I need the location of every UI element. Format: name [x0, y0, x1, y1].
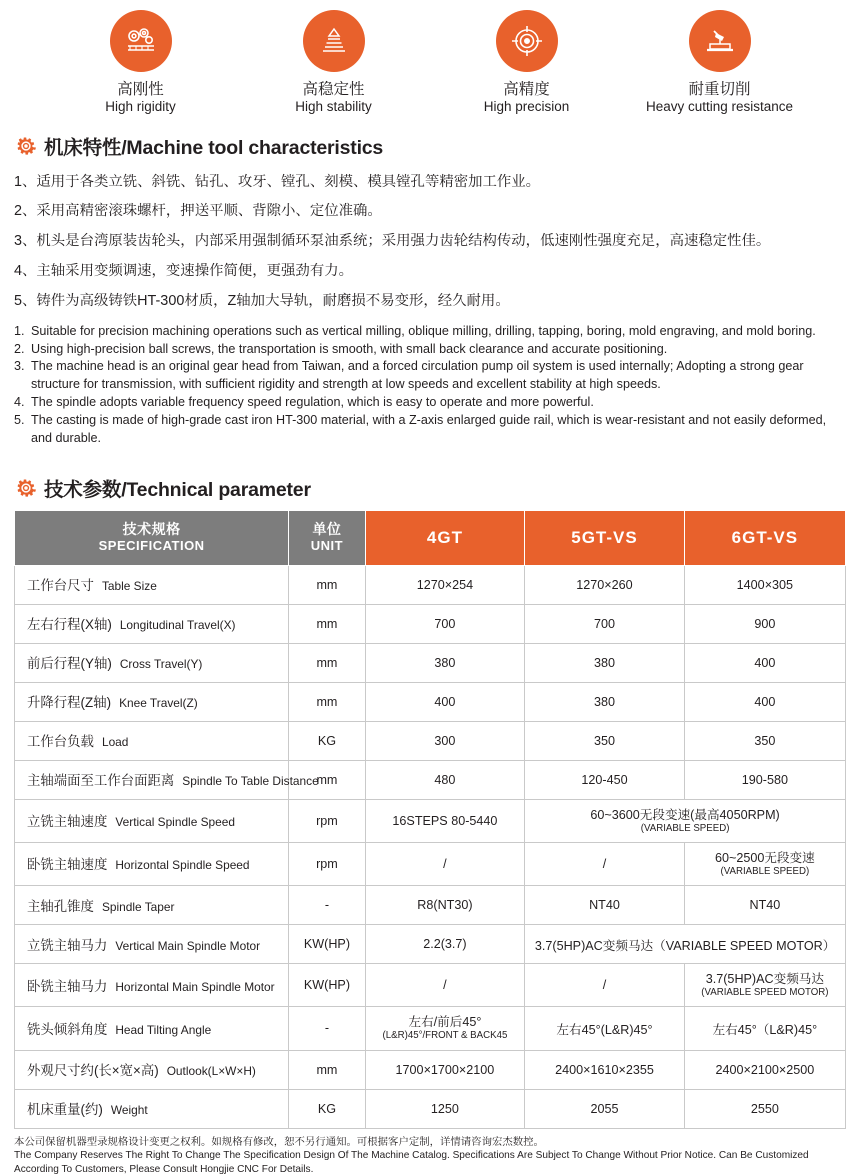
row-label [15, 964, 289, 1007]
row-value [684, 964, 845, 1007]
row-label-en: Cross Travel(Y) [119, 657, 203, 671]
row-label [15, 1050, 289, 1089]
row-value: 380 [525, 682, 685, 721]
section-title-text: 机床特性/Machine tool characteristics [44, 136, 384, 159]
row-value: 1250 [365, 1089, 525, 1128]
list-item [14, 341, 846, 359]
list-item-number: 5. [14, 413, 25, 427]
row-unit: mm [289, 565, 365, 604]
value-sub: (VARIABLE SPEED MOTOR) [701, 987, 829, 999]
row-unit: rpm [289, 842, 365, 885]
column-header-model-2 [525, 510, 685, 565]
list-item [14, 358, 846, 394]
table-row [15, 799, 846, 842]
feature-item-stability [249, 10, 419, 116]
row-label-en: Load [101, 735, 129, 749]
list-item [14, 394, 846, 412]
row-label-cn: 铣头倾斜角度 [27, 1021, 108, 1037]
gear-icon [16, 136, 36, 156]
row-value: R8(NT30) [365, 886, 525, 925]
row-value: 300 [365, 721, 525, 760]
row-value: 380 [365, 643, 525, 682]
row-label-cn: 卧铣主轴速度 [27, 857, 108, 873]
row-label-en: Outlook(L×W×H) [166, 1064, 256, 1079]
row-label [15, 565, 289, 604]
row-value: 左右45°(L&R)45° [525, 1007, 685, 1050]
row-value: 左右45°（L&R)45° [684, 1007, 845, 1050]
row-unit: KG [289, 1089, 365, 1128]
row-value: 2400×1610×2355 [525, 1050, 685, 1089]
column-header-specification [15, 510, 289, 565]
row-label-en: Vertical Spindle Speed [115, 815, 235, 830]
spec-header-en: SPECIFICATION [98, 538, 205, 554]
model-name: 5GT-VS [571, 527, 638, 547]
list-item-number: 1. [14, 323, 25, 338]
row-label-cn: 主轴端面至工作台面距离 [27, 773, 175, 788]
row-label-cn: 工作台负载 [27, 734, 94, 749]
model-name: 6GT-VS [731, 527, 799, 547]
feature-item-heavy-cutting [635, 10, 805, 116]
row-label [15, 643, 289, 682]
row-value: 1270×254 [365, 565, 525, 604]
feature-highlights [14, 0, 846, 120]
value-main: 60~3600无段变速(最高4050RPM) [590, 807, 780, 822]
feature-label-en: Heavy cutting resistance [645, 99, 794, 115]
table-row [15, 565, 846, 604]
row-value: 2.2(3.7) [365, 925, 525, 964]
row-value: 400 [684, 643, 845, 682]
value-sub: (VARIABLE SPEED) [640, 822, 730, 834]
row-unit: mm [289, 643, 365, 682]
list-item-text: Using high-precision ball screws, the transportation is smooth, with small back clearance and accurate positioning. [31, 341, 668, 356]
row-value: 480 [365, 760, 525, 799]
row-label-cn: 卧铣主轴马力 [27, 978, 108, 994]
rigidity-icon [110, 10, 172, 72]
row-label [15, 842, 289, 885]
row-value [365, 1007, 525, 1050]
list-item: 2、采用高精密滚珠螺杆，押送平顺、背隙小、定位准确。 [14, 203, 382, 220]
row-unit: KG [289, 721, 365, 760]
feature-item-rigidity [56, 10, 226, 116]
unit-header-en: UNIT [310, 538, 344, 554]
feature-label-cn: 耐重切削 [688, 81, 751, 98]
list-item-number: 3. [14, 359, 25, 374]
table-row [15, 682, 846, 721]
value-sub: (VARIABLE SPEED) [720, 865, 810, 877]
characteristics-list-en [14, 323, 846, 448]
list-item-text: The machine head is an original gear head from Taiwan, and a forced circulation pump oil system is used internally; Adopting a strong gear structure for transmission, with sufficient rigidity and strength at low speeds and excellent stability at high speeds. [31, 359, 804, 392]
row-label [15, 721, 289, 760]
row-value: 2550 [684, 1089, 845, 1128]
row-label-cn: 升降行程(Z轴) [27, 695, 112, 710]
row-label-en: Table Size [101, 579, 157, 593]
column-header-model-1 [365, 510, 525, 565]
row-label-en: Spindle To Table Distance [182, 774, 319, 788]
feature-label-en: High stability [295, 99, 372, 115]
row-label-en: Head Tilting Angle [115, 1022, 212, 1037]
list-item [14, 323, 846, 341]
spec-header-cn: 技术规格 [122, 520, 181, 537]
value-main: 左右/前后45° [408, 1015, 482, 1030]
row-label [15, 682, 289, 721]
table-row [15, 721, 846, 760]
row-label [15, 799, 289, 842]
row-value: 380 [525, 643, 685, 682]
section-heading-parameters [16, 474, 846, 502]
list-item-text: Suitable for precision machining operations such as vertical milling, oblique milling, drilling, tapping, boring, mold engraving, and mold boring. [31, 323, 816, 338]
row-value: / [365, 964, 525, 1007]
row-value: 900 [684, 604, 845, 643]
row-value: / [365, 842, 525, 885]
row-value: NT40 [684, 886, 845, 925]
table-row [15, 1007, 846, 1050]
row-value: 400 [684, 682, 845, 721]
feature-item-precision [442, 10, 612, 116]
stability-icon [303, 10, 365, 72]
row-label [15, 1007, 289, 1050]
row-unit: KW(HP) [289, 925, 365, 964]
row-value: 2055 [525, 1089, 685, 1128]
table-row [15, 886, 846, 925]
row-value: 700 [365, 604, 525, 643]
column-header-unit [289, 510, 365, 565]
row-value: NT40 [525, 886, 685, 925]
row-label-cn: 前后行程(Y轴) [27, 656, 112, 671]
row-label-cn: 左右行程(X轴) [27, 617, 112, 632]
row-value: 350 [525, 721, 685, 760]
row-label-en: Vertical Main Spindle Motor [115, 938, 261, 953]
row-value: 1400×305 [684, 565, 845, 604]
table-row [15, 1050, 846, 1089]
row-unit: - [289, 1007, 365, 1050]
row-unit: mm [289, 604, 365, 643]
row-unit: rpm [289, 799, 365, 842]
feature-label-en: High rigidity [105, 99, 176, 115]
table-row [15, 760, 846, 799]
section-title-text: 技术参数/Technical parameter [44, 478, 311, 501]
row-label-en: Weight [110, 1103, 148, 1118]
row-label-cn: 主轴孔锥度 [27, 898, 94, 914]
row-label-en: Longitudinal Travel(X) [119, 618, 236, 632]
footnote-cn: 本公司保留机器型录规格设计变更之权利。如规格有修改，恕不另行通知。可根据客户定制，详情请咨询宏杰数控。 [14, 1136, 544, 1148]
row-value: 700 [525, 604, 685, 643]
unit-header-cn: 单位 [312, 520, 342, 537]
row-label-cn: 立铣主轴马力 [27, 937, 108, 953]
column-header-model-3 [684, 510, 845, 565]
row-label-cn: 工作台尺寸 [27, 578, 94, 593]
row-value: 2400×2100×2500 [684, 1050, 845, 1089]
feature-label-en: High precision [483, 99, 570, 115]
row-label-cn: 机床重量(约) [27, 1102, 103, 1118]
list-item-number: 4. [14, 395, 25, 410]
row-unit: - [289, 886, 365, 925]
section-heading-characteristics [16, 132, 846, 160]
value-main: 3.7(5HP)AC变频马达 [705, 972, 824, 987]
value-main: 60~2500无段变速 [714, 850, 815, 865]
row-label-en: Spindle Taper [101, 899, 175, 914]
row-label-en: Knee Travel(Z) [119, 696, 198, 710]
list-item: 5、铸件为高级铸铁HT-300材质，Z轴加大导轨，耐磨损不易变形，经久耐用。 [14, 292, 510, 309]
table-row [15, 643, 846, 682]
row-value: 120-450 [525, 760, 685, 799]
list-item: 4、主轴采用变频调速，变速操作简便，更强劲有力。 [14, 263, 353, 279]
row-unit: mm [289, 682, 365, 721]
row-value: 400 [365, 682, 525, 721]
row-label-en: Horizontal Spindle Speed [115, 858, 250, 873]
row-label [15, 760, 319, 799]
table-row [15, 964, 846, 1007]
row-unit: mm [289, 760, 365, 799]
row-value: 350 [684, 721, 845, 760]
row-value-merged: 3.7(5HP)AC变频马达（VARIABLE SPEED MOTOR） [525, 925, 846, 964]
row-value [684, 842, 845, 885]
row-unit: KW(HP) [289, 964, 365, 1007]
row-value-merged [525, 799, 846, 842]
value-sub: (L&R)45°/FRONT & BACK45 [382, 1030, 508, 1042]
technical-parameter-table [14, 510, 846, 1129]
row-unit: mm [289, 1050, 365, 1089]
list-item: 3、机头是台湾原装齿轮头，内部采用强制循环泵油系统；采用强力齿轮结构传动，低速刚性强度充足，高速稳定性佳。 [14, 233, 771, 250]
gear-icon [16, 478, 36, 498]
feature-label-cn: 高稳定性 [302, 81, 365, 98]
row-value: 1700×1700×2100 [365, 1050, 525, 1089]
row-label [15, 886, 289, 925]
characteristics-list-cn [14, 168, 846, 317]
list-item-text: The casting is made of high-grade cast iron HT-300 material, with a Z-axis enlarged guide rail, which is wear-resistant and not easily deformed, and durable. [31, 413, 827, 445]
model-name: 4GT [426, 527, 463, 547]
feature-label-cn: 高刚性 [117, 81, 164, 98]
list-item: 1、适用于各类立铣、斜铣、钻孔、攻牙、镗孔、刻模、模具镗孔等精密加工作业。 [14, 173, 541, 190]
row-label-cn: 立铣主轴速度 [27, 814, 108, 830]
list-item-number: 2. [14, 341, 25, 356]
row-value: 1270×260 [525, 565, 685, 604]
table-row [15, 925, 846, 964]
list-item-text: The spindle adopts variable frequency speed regulation, which is easy to operate and more powerful. [31, 395, 594, 410]
row-label-en: Horizontal Main Spindle Motor [115, 979, 275, 994]
table-row [15, 842, 846, 885]
footnote [14, 1136, 846, 1176]
heavy-cutting-icon [689, 10, 751, 72]
row-label-cn: 外观尺寸约(长×宽×高) [27, 1063, 159, 1079]
list-item [14, 412, 846, 448]
precision-icon [496, 10, 558, 72]
row-value: / [525, 842, 685, 885]
feature-label-cn: 高精度 [503, 81, 550, 98]
footnote-en: The Company Reserves The Right To Change The Specification Design Of The Machine Catalog. Specifications Are Subject To Change Without Prior Notice. Can Be Customized According To Customers, Please Consult Hongjie CNC For Details. [14, 1150, 809, 1175]
row-value: 190-580 [684, 760, 845, 799]
row-value: / [525, 964, 685, 1007]
row-label [15, 604, 289, 643]
row-value: 16STEPS 80-5440 [365, 799, 525, 842]
table-row [15, 604, 846, 643]
table-header-row [15, 510, 846, 565]
row-label [15, 925, 289, 964]
